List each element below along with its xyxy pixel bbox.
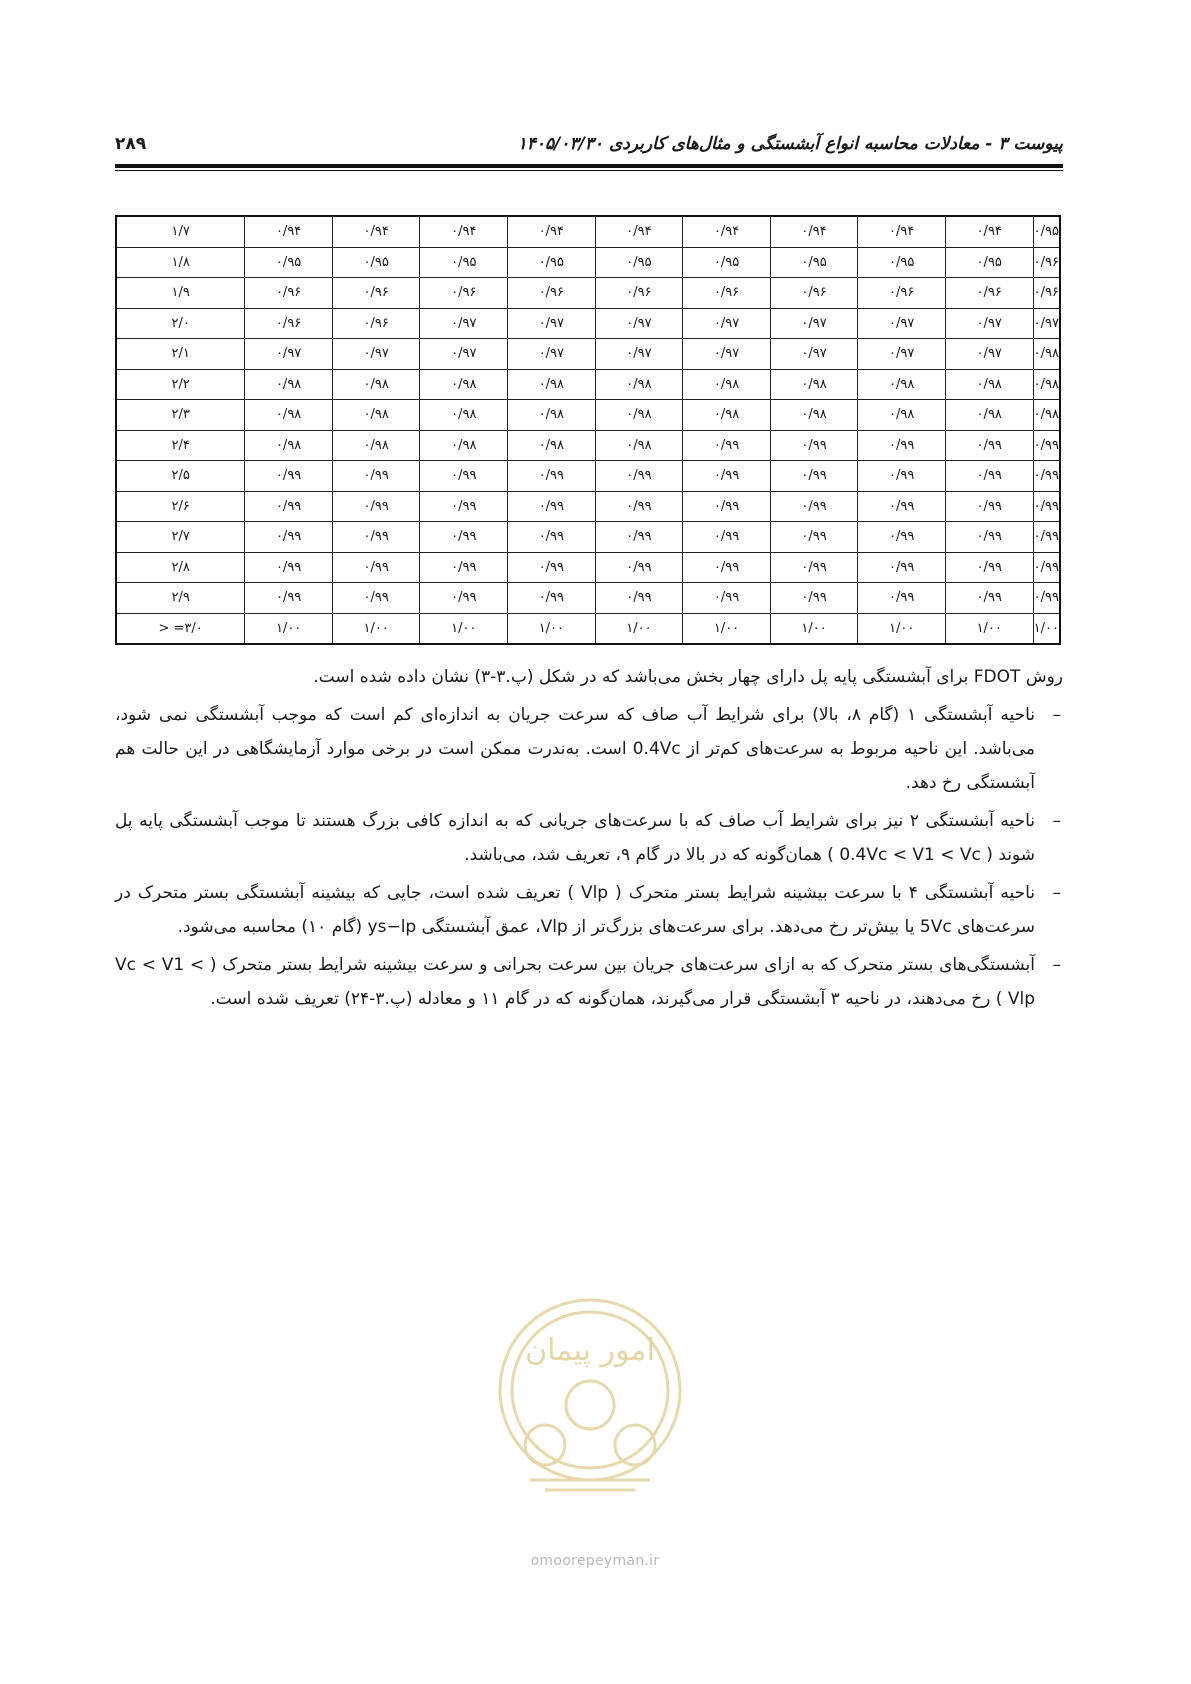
- table-cell: ۰/۹۹: [683, 491, 771, 522]
- table-cell: ۰/۹۹: [332, 522, 420, 553]
- table-cell: ۰/۹۹: [770, 430, 858, 461]
- table-cell: ۰/۹۹: [332, 491, 420, 522]
- table-cell: ۰/۹۹: [683, 583, 771, 614]
- table-cell: ۰/۹۸: [245, 400, 333, 431]
- table-cell: ۰/۹۵: [1033, 216, 1060, 247]
- table-cell: ۰/۹۹: [420, 522, 508, 553]
- table-cell: ۰/۹۹: [420, 583, 508, 614]
- table-cell: ۰/۹۹: [683, 430, 771, 461]
- table-cell: ۰/۹۷: [945, 308, 1033, 339]
- table-cell: ۰/۹۹: [508, 522, 596, 553]
- table-cell: ۰/۹۸: [420, 369, 508, 400]
- table-cell: ۰/۹۷: [770, 308, 858, 339]
- table-cell: ۰/۹۷: [683, 339, 771, 370]
- table-cell: ۰/۹۷: [770, 339, 858, 370]
- watermark-url: omoorepeyman.ir: [530, 1553, 660, 1569]
- table-cell: ۰/۹۶: [332, 308, 420, 339]
- table-row-key-cell: ۲/۹: [116, 583, 245, 614]
- body-text: [115, 660, 1063, 1016]
- table-cell: ۰/۹۹: [420, 552, 508, 583]
- table-cell: ۰/۹۷: [595, 339, 683, 370]
- table-cell: ۰/۹۹: [595, 583, 683, 614]
- table-cell: ۰/۹۸: [1033, 400, 1060, 431]
- page-number: ۲۸۹: [115, 134, 147, 154]
- table-cell: ۰/۹۸: [420, 430, 508, 461]
- table-cell: ۰/۹۵: [420, 247, 508, 278]
- table-row-key-cell: ۱/۹: [116, 278, 245, 309]
- table-cell: ۰/۹۶: [770, 278, 858, 309]
- table-cell: ۰/۹۹: [1033, 491, 1060, 522]
- table-cell: ۰/۹۹: [770, 491, 858, 522]
- table-cell: ۰/۹۸: [508, 400, 596, 431]
- table-cell: ۰/۹۸: [420, 400, 508, 431]
- table-cell: ۰/۹۸: [858, 400, 946, 431]
- page-header: [115, 128, 1063, 160]
- table-cell: ۰/۹۶: [508, 278, 596, 309]
- table-cell: ۱/۰۰: [858, 613, 946, 644]
- table-cell: ۰/۹۹: [245, 583, 333, 614]
- table-cell: ۰/۹۹: [245, 552, 333, 583]
- header-rule-thin: [115, 170, 1063, 171]
- table-cell: ۱/۰۰: [683, 613, 771, 644]
- table-cell: ۰/۹۴: [770, 216, 858, 247]
- table-cell: ۰/۹۹: [595, 522, 683, 553]
- table-row-key-cell: ۱/۸: [116, 247, 245, 278]
- table-cell: ۰/۹۹: [858, 461, 946, 492]
- list-item-text: ناحیه آبشستگی ۲ نیز برای شرایط آب صاف که با سرعت‌های جریانی که به اندازه کافی بزرگ هستند تا موجب آبشستگی پایه پل شوند ( 0.4Vc < V1 < Vc ) همان‌گونه که در بالا در گام ۹، تعریف شد، می‌باشد.: [115, 811, 1035, 865]
- table-cell: ۰/۹۹: [945, 552, 1033, 583]
- table-cell: ۰/۹۹: [508, 583, 596, 614]
- table-cell: ۰/۹۵: [332, 247, 420, 278]
- table-cell: ۰/۹۸: [770, 400, 858, 431]
- table-cell: ۰/۹۸: [508, 430, 596, 461]
- table-cell: ۱/۰۰: [595, 613, 683, 644]
- table-cell: ۰/۹۷: [332, 339, 420, 370]
- table-row: [116, 216, 1060, 247]
- table-row: [116, 461, 1060, 492]
- table-cell: ۰/۹۸: [595, 369, 683, 400]
- table-cell: ۰/۹۸: [683, 400, 771, 431]
- table-cell: ۰/۹۷: [508, 339, 596, 370]
- coefficient-table: [115, 215, 1061, 645]
- table-cell: ۰/۹۸: [332, 400, 420, 431]
- table-row: [116, 430, 1060, 461]
- table-row-key-cell: ۲/۳: [116, 400, 245, 431]
- table-cell: ۰/۹۷: [420, 339, 508, 370]
- table-cell: ۰/۹۷: [945, 339, 1033, 370]
- table-cell: ۰/۹۹: [332, 552, 420, 583]
- table-row: [116, 308, 1060, 339]
- intro-paragraph: روش FDOT برای آبشستگی پایه پل دارای چهار بخش می‌باشد که در شکل (پ.۳-۳) نشان داده شده است.: [313, 667, 1063, 687]
- table-cell: ۰/۹۹: [1033, 461, 1060, 492]
- table-cell: ۰/۹۹: [508, 552, 596, 583]
- table-cell: ۰/۹۶: [1033, 278, 1060, 309]
- table-row-key-cell: ۲/۶: [116, 491, 245, 522]
- table-cell: ۰/۹۹: [770, 583, 858, 614]
- table-cell: ۰/۹۹: [945, 522, 1033, 553]
- table-row: [116, 613, 1060, 644]
- table-cell: ۰/۹۸: [858, 369, 946, 400]
- table-cell: ۱/۰۰: [332, 613, 420, 644]
- table-row: [116, 247, 1060, 278]
- table-row-key-cell: > =۳/۰: [116, 613, 245, 644]
- table-row-key-cell: ۲/۲: [116, 369, 245, 400]
- table-cell: ۰/۹۸: [945, 369, 1033, 400]
- table-cell: ۰/۹۹: [683, 552, 771, 583]
- table-row-key-cell: ۲/۱: [116, 339, 245, 370]
- table-cell: ۰/۹۹: [1033, 430, 1060, 461]
- table-cell: ۰/۹۹: [945, 430, 1033, 461]
- table-row: [116, 491, 1060, 522]
- table-cell: ۰/۹۹: [945, 583, 1033, 614]
- table-cell: ۰/۹۹: [420, 491, 508, 522]
- table-cell: ۰/۹۹: [945, 491, 1033, 522]
- table-cell: ۰/۹۶: [420, 278, 508, 309]
- table-cell: ۱/۰۰: [945, 613, 1033, 644]
- table-cell: ۰/۹۵: [945, 247, 1033, 278]
- table-cell: ۰/۹۹: [683, 461, 771, 492]
- table-cell: ۰/۹۹: [770, 461, 858, 492]
- table-cell: ۰/۹۴: [245, 216, 333, 247]
- table-row-key-cell: ۲/۵: [116, 461, 245, 492]
- table-cell: ۰/۹۴: [595, 216, 683, 247]
- table-row: [116, 583, 1060, 614]
- table-row-key-cell: ۲/۷: [116, 522, 245, 553]
- table-row: [116, 369, 1060, 400]
- table-cell: ۰/۹۹: [332, 461, 420, 492]
- table-row: [116, 339, 1060, 370]
- table-cell: ۰/۹۶: [683, 278, 771, 309]
- table-row: [116, 400, 1060, 431]
- table-cell: ۰/۹۵: [770, 247, 858, 278]
- table-cell: ۰/۹۹: [770, 522, 858, 553]
- table-cell: ۰/۹۹: [595, 491, 683, 522]
- table-cell: ۰/۹۹: [420, 461, 508, 492]
- table-cell: ۰/۹۹: [945, 461, 1033, 492]
- table-cell: ۰/۹۸: [1033, 339, 1060, 370]
- table-cell: ۰/۹۹: [595, 461, 683, 492]
- table-cell: ۰/۹۸: [595, 430, 683, 461]
- table-cell: ۰/۹۹: [770, 552, 858, 583]
- table-cell: ۰/۹۸: [770, 369, 858, 400]
- table-cell: ۰/۹۹: [595, 552, 683, 583]
- list-item: [115, 804, 1063, 872]
- table-cell: ۰/۹۷: [858, 308, 946, 339]
- table-row-key-cell: ۲/۴: [116, 430, 245, 461]
- table-cell: ۰/۹۹: [245, 461, 333, 492]
- table-cell: ۰/۹۹: [1033, 552, 1060, 583]
- list-item: [115, 876, 1063, 944]
- table-cell: ۰/۹۹: [1033, 522, 1060, 553]
- table-cell: ۰/۹۵: [858, 247, 946, 278]
- list-item-text: ناحیه آبشستگی ۱ (گام ۸، بالا) برای شرایط آب صاف که سرعت جریان به اندازه‌ای کم است که موجب آبشستگی نمی شود، می‌باشد. این ناحیه مربوط به سرعت‌های کم‌تر از 0.4Vc است. به‌ندرت ممکن است در برخی موارد آزمایشگاهی در این حالت هم آبشستگی رخ دهد.: [115, 705, 1035, 793]
- bullet-marker: –: [1052, 955, 1061, 975]
- list-item: [115, 698, 1063, 800]
- table-cell: ۰/۹۹: [858, 430, 946, 461]
- table-cell: ۰/۹۸: [595, 400, 683, 431]
- table-cell: ۰/۹۹: [858, 491, 946, 522]
- running-title: پیوست ۳ - معادلات محاسبه انواع آبشستگی و مثال‌های کاربردی ۱۴۰۵/۰۳/۳۰: [517, 134, 1063, 154]
- table-cell: ۰/۹۶: [595, 278, 683, 309]
- table-cell: ۰/۹۵: [245, 247, 333, 278]
- table-row: [116, 522, 1060, 553]
- table-cell: ۰/۹۸: [508, 369, 596, 400]
- table-cell: ۰/۹۵: [683, 247, 771, 278]
- table-cell: ۰/۹۹: [508, 491, 596, 522]
- table-cell: ۰/۹۶: [332, 278, 420, 309]
- header-rule-thick: [115, 164, 1063, 168]
- watermark-logo: [490, 1280, 690, 1510]
- table-cell: ۰/۹۶: [858, 278, 946, 309]
- table-cell: ۰/۹۹: [1033, 583, 1060, 614]
- table-row-key-cell: ۲/۰: [116, 308, 245, 339]
- list-item-text: ناحیه آبشستگی ۴ با سرعت بیشینه شرایط بستر متحرک ( Vlp ) تعریف شده است، جایی که بیشینه آبشستگی بستر متحرک در سرعت‌های 5Vc یا بیش‌تر رخ می‌دهد. برای سرعت‌های بزرگ‌تر از Vlp، عمق آبشستگی ys−lp (گام ۱۰) محاسبه می‌شود.: [115, 883, 1036, 937]
- table-cell: ۰/۹۴: [858, 216, 946, 247]
- bullet-marker: –: [1052, 883, 1061, 903]
- bullet-marker: –: [1052, 705, 1061, 725]
- table-cell: ۰/۹۶: [945, 278, 1033, 309]
- table-cell: ۰/۹۹: [508, 461, 596, 492]
- table-cell: ۰/۹۸: [683, 369, 771, 400]
- table-cell: ۱/۰۰: [245, 613, 333, 644]
- table-cell: ۰/۹۷: [858, 339, 946, 370]
- table-cell: ۰/۹۵: [595, 247, 683, 278]
- table-cell: ۰/۹۹: [245, 491, 333, 522]
- table-cell: ۰/۹۸: [245, 430, 333, 461]
- table-row-key-cell: ۱/۷: [116, 216, 245, 247]
- table-cell: ۰/۹۸: [332, 430, 420, 461]
- table-cell: ۰/۹۷: [245, 339, 333, 370]
- table-cell: ۰/۹۹: [683, 522, 771, 553]
- table-cell: ۰/۹۴: [945, 216, 1033, 247]
- table-row: [116, 278, 1060, 309]
- table-cell: ۰/۹۸: [1033, 369, 1060, 400]
- table-cell: ۰/۹۷: [1033, 308, 1060, 339]
- table-cell: ۱/۰۰: [508, 613, 596, 644]
- table-row-key-cell: ۲/۸: [116, 552, 245, 583]
- table-cell: ۰/۹۴: [683, 216, 771, 247]
- table-cell: ۰/۹۹: [332, 583, 420, 614]
- scour-region-list: [115, 698, 1063, 1016]
- table-cell: ۰/۹۷: [508, 308, 596, 339]
- table-cell: ۰/۹۸: [245, 369, 333, 400]
- table-row: [116, 552, 1060, 583]
- table-cell: ۰/۹۴: [508, 216, 596, 247]
- table-cell: ۱/۰۰: [770, 613, 858, 644]
- table-cell: ۰/۹۷: [595, 308, 683, 339]
- table-cell: ۰/۹۷: [683, 308, 771, 339]
- watermark-logo-text: امور پیمان: [525, 1333, 655, 1368]
- table-cell: ۱/۰۰: [420, 613, 508, 644]
- table-cell: ۰/۹۹: [858, 583, 946, 614]
- table-cell: ۰/۹۷: [420, 308, 508, 339]
- table-cell: ۰/۹۹: [858, 552, 946, 583]
- list-item-text: آبشستگی‌های بستر متحرک که به ازای سرعت‌های جریان بین سرعت بحرانی و سرعت بیشینه شرایط بستر متحرک ( Vc < V1 < Vlp ) رخ می‌دهند، در ناحیه ۳ آبشستگی قرار می‌گیرند، همان‌گونه که در گام ۱۱ و معادله (پ.۳-۲۴) تعریف شده است.: [115, 955, 1036, 1009]
- table-cell: ۰/۹۴: [420, 216, 508, 247]
- list-item: [115, 948, 1063, 1016]
- table-cell: ۰/۹۸: [332, 369, 420, 400]
- table-cell: ۱/۰۰: [1033, 613, 1060, 644]
- table-cell: ۰/۹۸: [945, 400, 1033, 431]
- table-cell: ۰/۹۹: [245, 522, 333, 553]
- bullet-marker: –: [1052, 811, 1061, 831]
- table-cell: ۰/۹۶: [245, 278, 333, 309]
- table-cell: ۰/۹۵: [508, 247, 596, 278]
- table-cell: ۰/۹۹: [858, 522, 946, 553]
- table-cell: ۰/۹۶: [245, 308, 333, 339]
- table-cell: ۰/۹۶: [1033, 247, 1060, 278]
- table-cell: ۰/۹۴: [332, 216, 420, 247]
